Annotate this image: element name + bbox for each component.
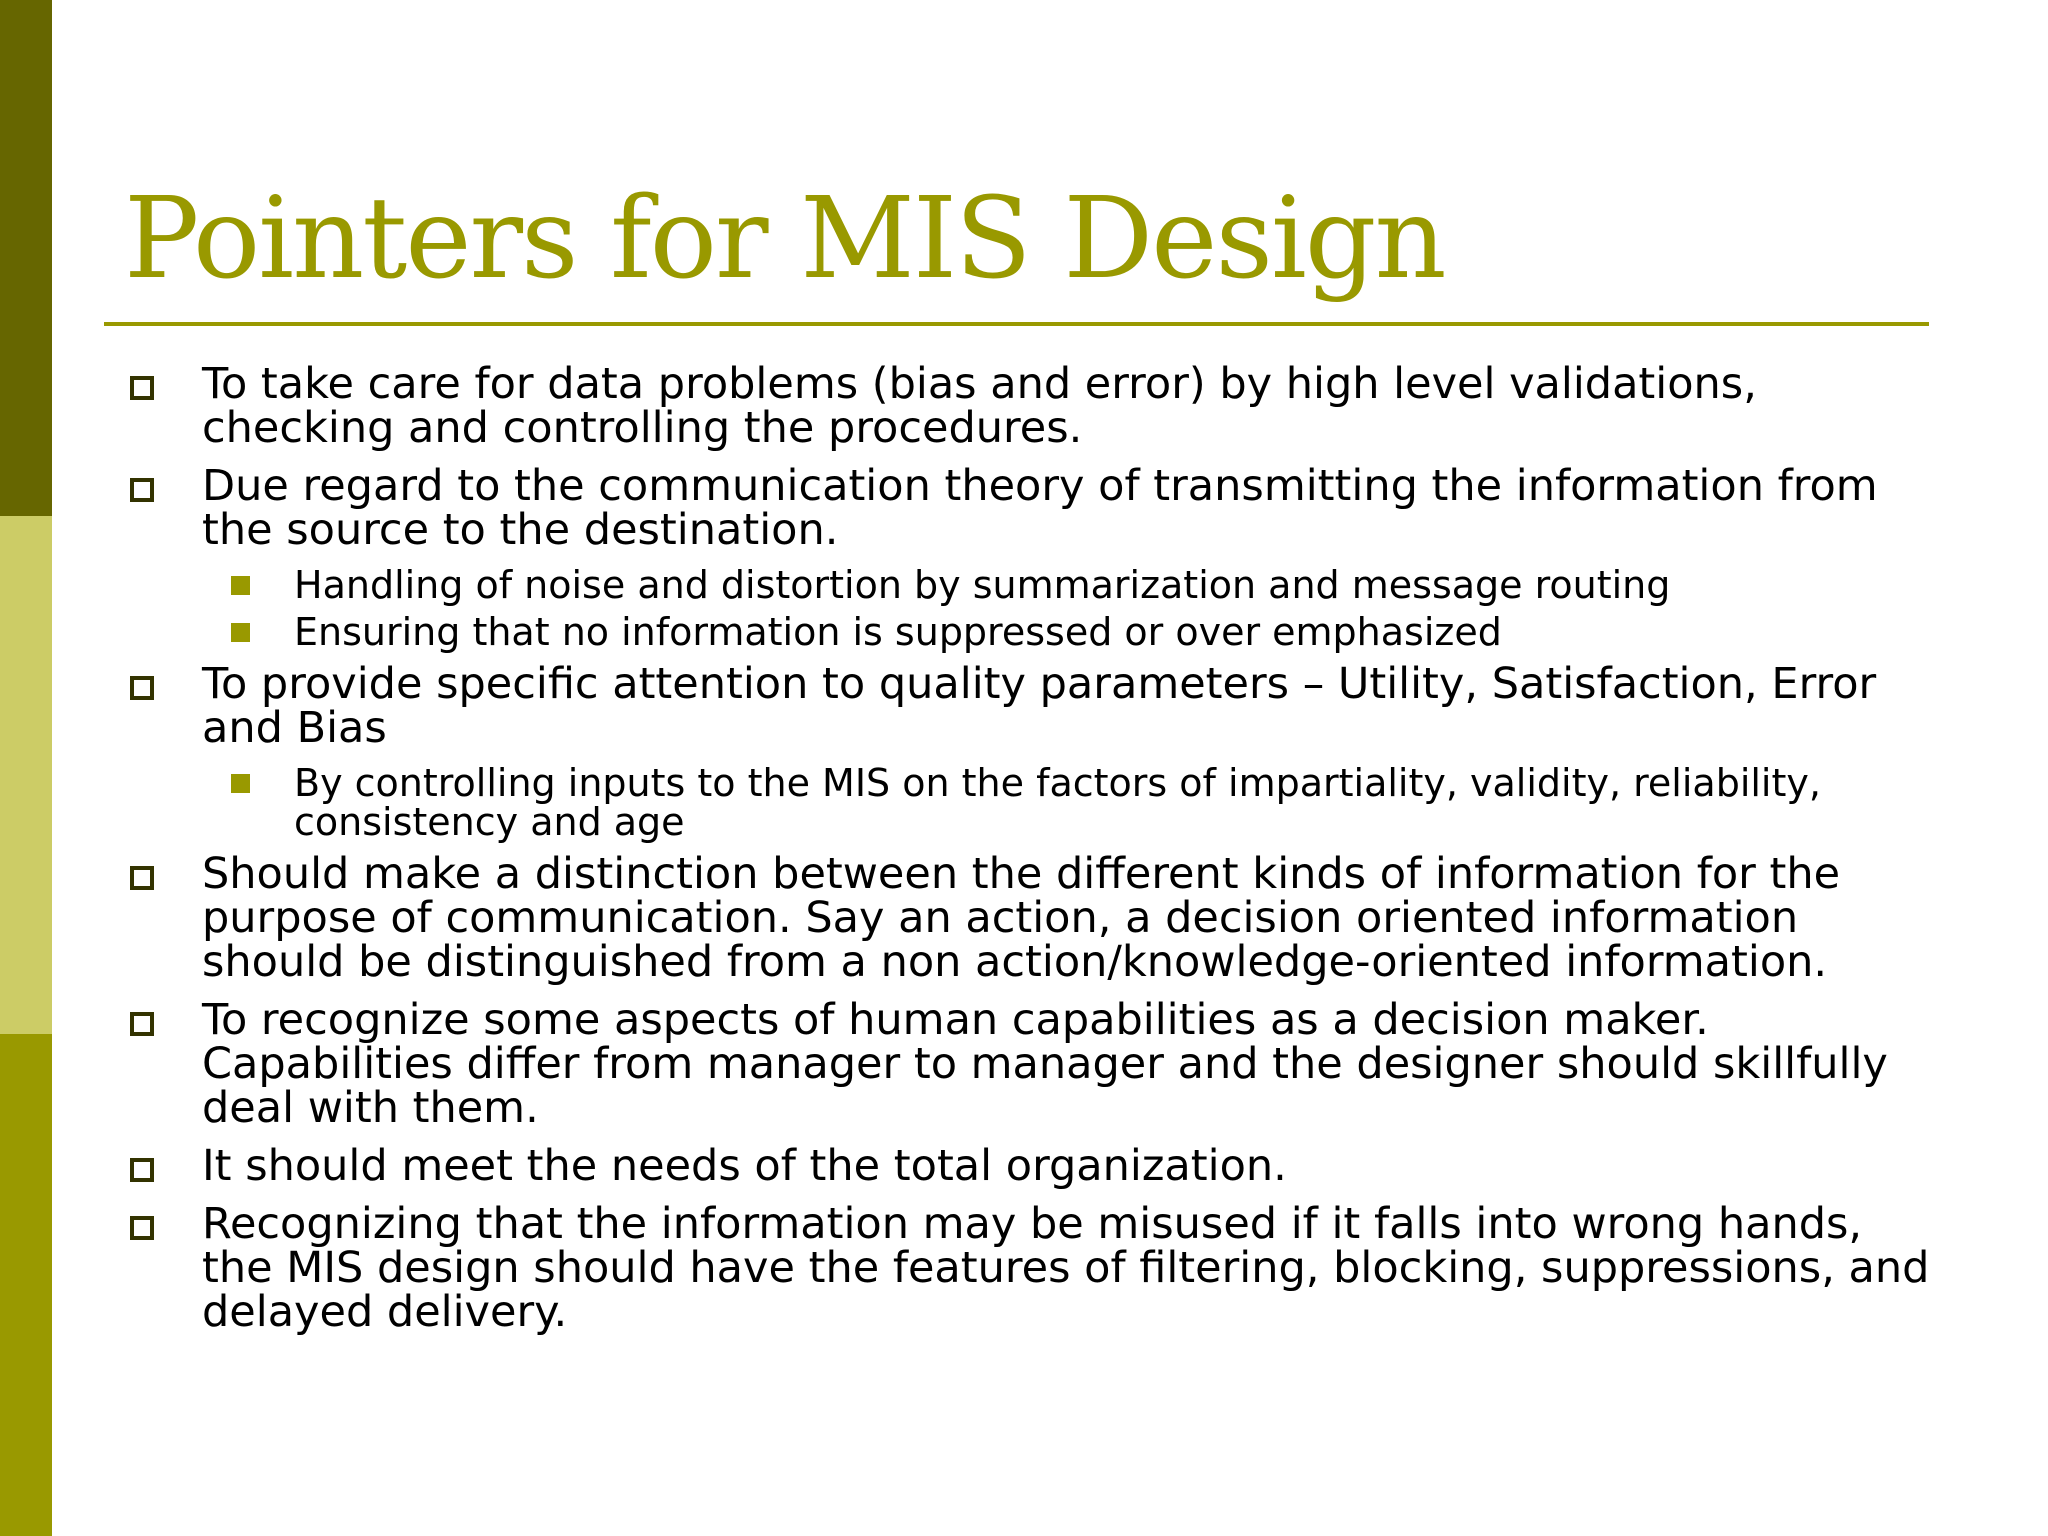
- bullet-item-4: [120, 849, 1940, 987]
- filled-square-bullet-icon: [231, 774, 250, 793]
- filled-square-bullet-icon: [231, 623, 250, 642]
- bullet-text: To take care for data problems (bias and error) by high level validations, checking and controlling the procedures.: [202, 359, 1757, 453]
- bullet-item-5: [120, 995, 1940, 1133]
- hollow-square-bullet-icon: [130, 1216, 154, 1240]
- bullet-text: To provide specific attention to quality parameters – Utility, Satisfaction, Error and Bias: [202, 659, 1877, 753]
- bullet-text: Due regard to the communication theory of transmitting the information from the source to the destination.: [202, 461, 1878, 555]
- hollow-square-bullet-icon: [130, 478, 154, 502]
- slide-title: Pointers for MIS Design: [124, 174, 1445, 304]
- bullet-text: Recognizing that the information may be misused if it falls into wrong hands, the MIS design should have the features of filtering, blocking, suppressions, and delayed delivery.: [202, 1199, 1930, 1337]
- sub-bullet-item: [120, 761, 1940, 844]
- filled-square-bullet-icon: [231, 576, 250, 595]
- sub-bullet-text: By controlling inputs to the MIS on the factors of impartiality, validity, reliability, consistency and age: [294, 761, 1821, 844]
- accent-bar-top-segment: [0, 0, 52, 516]
- hollow-square-bullet-icon: [130, 866, 154, 890]
- sub-list-2: [120, 563, 1940, 654]
- left-accent-bar: [0, 0, 52, 1536]
- sub-bullet-text: Handling of noise and distortion by summarization and message routing: [294, 563, 1671, 607]
- bullet-item-1: [120, 359, 1940, 453]
- sub-list-3: [120, 761, 1940, 844]
- bullet-text: To recognize some aspects of human capabilities as a decision maker. Capabilities differ from manager to manager and the designer should skillfully deal with them.: [202, 995, 1888, 1133]
- bullet-item-7: [120, 1199, 1940, 1337]
- bullet-text: Should make a distinction between the different kinds of information for the purpose of communication. Say an action, a decision oriented information should be distinguished from a non action/knowledge-oriented information.: [202, 849, 1841, 987]
- accent-bar-middle-segment: [0, 516, 52, 1034]
- accent-bar-bottom-segment: [0, 1034, 52, 1536]
- slide-content: [120, 359, 1940, 1348]
- hollow-square-bullet-icon: [130, 676, 154, 700]
- sub-bullet-item: [120, 563, 1940, 607]
- hollow-square-bullet-icon: [130, 1158, 154, 1182]
- bullet-item-6: [120, 1141, 1940, 1191]
- sub-bullet-item: [120, 610, 1940, 654]
- bullet-item-3: [120, 659, 1940, 753]
- sub-bullet-text: Ensuring that no information is suppressed or over emphasized: [294, 610, 1502, 654]
- hollow-square-bullet-icon: [130, 1012, 154, 1036]
- hollow-square-bullet-icon: [130, 376, 154, 400]
- bullet-item-2: [120, 461, 1940, 555]
- bullet-text: It should meet the needs of the total organization.: [202, 1141, 1287, 1191]
- title-underline-rule: [104, 322, 1929, 326]
